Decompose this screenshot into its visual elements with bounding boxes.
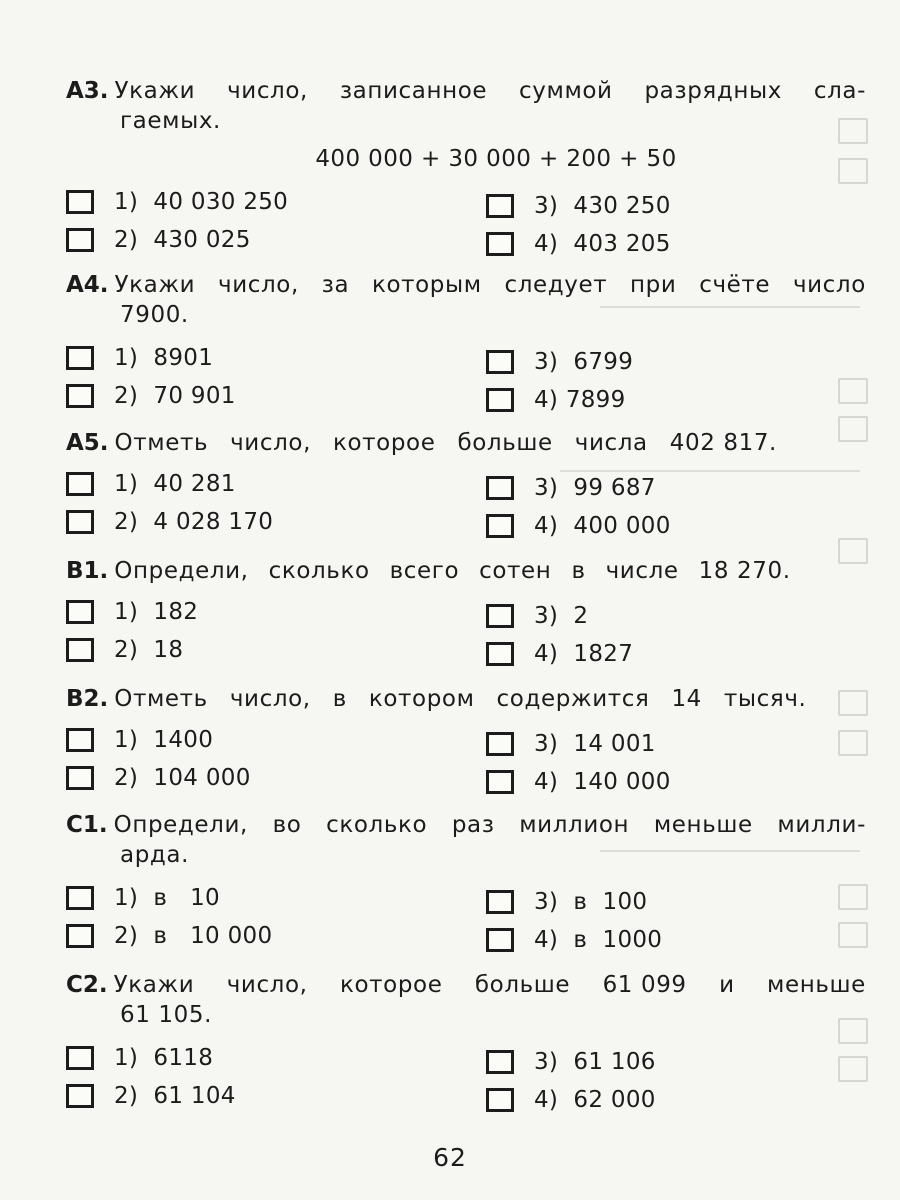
question-word: счёте [699, 272, 771, 298]
page-number: 62 [433, 1143, 467, 1172]
question-word: число [792, 272, 866, 298]
question-line [66, 970, 866, 1000]
checkbox[interactable] [66, 728, 94, 752]
task-a5 [66, 428, 866, 548]
options [66, 342, 866, 422]
option-1[interactable] [66, 468, 236, 500]
option-label: 4) 7899 [534, 387, 626, 413]
question-line [66, 270, 866, 300]
option-2[interactable] [66, 634, 183, 666]
option-2[interactable] [66, 762, 251, 794]
question-word: суммой [519, 78, 613, 104]
question-word: Отметь [114, 430, 209, 456]
question-word: число, [227, 78, 308, 104]
option-1[interactable] [66, 882, 220, 914]
question-word: разрядных [644, 78, 782, 104]
question-word: всего [389, 558, 460, 584]
option-label: 3) 430 250 [534, 193, 671, 219]
question-word: Укажи [114, 78, 196, 104]
task-c1 [66, 810, 866, 962]
question-word: тысяч. [723, 686, 807, 712]
option-label: 3) 6799 [534, 349, 634, 375]
option-label: 1) 182 [114, 599, 199, 625]
checkbox[interactable] [66, 384, 94, 408]
option-label: 1) 8901 [114, 345, 214, 371]
question-word: сколько [268, 558, 370, 584]
question-word: при [630, 272, 677, 298]
option-label: 1) 1400 [114, 727, 214, 753]
option-1[interactable] [66, 1042, 213, 1074]
question-line [66, 684, 866, 714]
question [66, 76, 866, 136]
option-3[interactable] [486, 728, 656, 760]
option-4[interactable] [486, 228, 671, 260]
question-word: за [321, 272, 350, 298]
question-line [66, 556, 866, 586]
checkbox[interactable] [66, 924, 94, 948]
option-2[interactable] [66, 506, 273, 538]
option-label: 3) 99 687 [534, 475, 656, 501]
checkbox[interactable] [66, 886, 94, 910]
question [66, 970, 866, 1030]
options [66, 596, 866, 676]
question-word: больше [457, 430, 553, 456]
option-label: 4) 1827 [534, 641, 634, 667]
option-label: 1) 40 281 [114, 471, 236, 497]
question [66, 556, 866, 586]
option-4[interactable] [486, 384, 626, 416]
checkbox[interactable] [66, 600, 94, 624]
question-word: число, [218, 272, 299, 298]
question-word: Определи, [114, 558, 249, 584]
option-1[interactable] [66, 342, 213, 374]
option-label: 4) 140 000 [534, 769, 671, 795]
task-a3 [66, 76, 866, 266]
checkbox[interactable] [486, 890, 514, 914]
question-word: число, [230, 430, 311, 456]
option-4[interactable] [486, 924, 662, 956]
question-word: 61 099 [602, 972, 687, 998]
question [66, 428, 866, 458]
option-label: 3) 14 001 [534, 731, 656, 757]
option-4[interactable] [486, 1084, 656, 1116]
options [66, 882, 866, 962]
option-label: 2) 4 028 170 [114, 509, 274, 535]
question-line [66, 76, 866, 106]
question-word: сотен [479, 558, 552, 584]
option-3[interactable] [486, 600, 588, 632]
checkbox[interactable] [486, 604, 514, 628]
question-continuation: 7900. [120, 302, 189, 328]
question-word: меньше [767, 972, 866, 998]
checkbox[interactable] [486, 1050, 514, 1074]
question-word: больше [474, 972, 571, 998]
option-label: 3) 2 [534, 603, 589, 629]
option-2[interactable] [66, 380, 236, 412]
options [66, 724, 866, 804]
question-word: которое [339, 972, 443, 998]
question-word: миллион [519, 812, 630, 838]
checkbox[interactable] [66, 190, 94, 214]
checkbox[interactable] [486, 732, 514, 756]
checkbox[interactable] [66, 766, 94, 790]
checkbox[interactable] [66, 228, 94, 252]
option-1[interactable] [66, 186, 288, 218]
question-continuation: арда. [120, 842, 190, 868]
question-word: сколько [326, 812, 428, 838]
option-3[interactable] [486, 1046, 656, 1078]
options [66, 468, 866, 548]
checkbox[interactable] [486, 232, 514, 256]
task-b2 [66, 684, 866, 804]
question-word: число, [226, 972, 308, 998]
question-word: 402 817. [669, 430, 777, 456]
option-label: 4) в 1000 [534, 927, 663, 953]
task-number: C2. [66, 972, 108, 998]
option-label: 3) в 100 [534, 889, 648, 915]
question-word: записанное [339, 78, 488, 104]
checkbox[interactable] [66, 510, 94, 534]
checkbox[interactable] [486, 770, 514, 794]
question-word: и [719, 972, 735, 998]
question-word: содержится [496, 686, 650, 712]
option-4[interactable] [486, 510, 671, 542]
checkbox[interactable] [486, 388, 514, 412]
question-word: число, [229, 686, 311, 712]
option-label: 2) 430 025 [114, 227, 251, 253]
checkbox[interactable] [66, 1084, 94, 1108]
question-line [66, 428, 866, 458]
question-word: котором [368, 686, 475, 712]
task-number: A5. [66, 430, 109, 456]
task-a4 [66, 270, 866, 422]
option-3[interactable] [486, 190, 671, 222]
checkbox[interactable] [486, 642, 514, 666]
checkbox[interactable] [66, 638, 94, 662]
option-label: 1) 6118 [114, 1045, 214, 1071]
question-continuation: гаемых. [120, 108, 221, 134]
question-word: которое [332, 430, 436, 456]
question [66, 270, 866, 330]
option-label: 4) 403 205 [534, 231, 671, 257]
option-3[interactable] [486, 886, 647, 918]
checkbox[interactable] [486, 476, 514, 500]
question-word: 14 [671, 686, 702, 712]
option-label: 1) в 10 [114, 885, 220, 911]
formula: 400 000 + 30 000 + 200 + 50 [315, 146, 677, 172]
option-label: 2) 18 [114, 637, 184, 663]
question [66, 810, 866, 870]
question-word: сла- [813, 78, 866, 104]
option-3[interactable] [486, 346, 633, 378]
checkbox[interactable] [66, 1046, 94, 1070]
options [66, 1042, 866, 1122]
checkbox[interactable] [486, 350, 514, 374]
checkbox[interactable] [66, 472, 94, 496]
question-word: числе [605, 558, 679, 584]
question-word: Укажи [114, 272, 196, 298]
option-2[interactable] [66, 920, 272, 952]
option-label: 2) 104 000 [114, 765, 251, 791]
question-word: числа [574, 430, 648, 456]
task-number: B2. [66, 686, 109, 712]
option-4[interactable] [486, 766, 671, 798]
question-word: Отметь [114, 686, 208, 712]
task-number: A3. [66, 78, 109, 104]
option-label: 4) 400 000 [534, 513, 671, 539]
option-label: 2) 70 901 [114, 383, 236, 409]
task-number: A4. [66, 272, 109, 298]
question-line [66, 810, 866, 840]
task-b1 [66, 556, 866, 676]
question-word: меньше [653, 812, 753, 838]
option-label: 2) 61 104 [114, 1083, 236, 1109]
option-1[interactable] [66, 596, 198, 628]
question-word: следует [504, 272, 608, 298]
task-number: C1. [66, 812, 108, 838]
option-label: 2) в 10 000 [114, 923, 273, 949]
question-word: Определи, [113, 812, 248, 838]
task-c2 [66, 970, 866, 1122]
option-4[interactable] [486, 638, 633, 670]
question-word: милли- [777, 812, 866, 838]
question-word: Укажи [113, 972, 195, 998]
question [66, 684, 866, 714]
checkbox[interactable] [66, 346, 94, 370]
question-word: 18 270. [698, 558, 791, 584]
question-word: во [272, 812, 302, 838]
question-continuation: 61 105. [120, 1002, 212, 1028]
checkbox[interactable] [486, 514, 514, 538]
question-word: в [571, 558, 586, 584]
question-word: раз [451, 812, 495, 838]
checkbox[interactable] [486, 928, 514, 952]
option-label: 3) 61 106 [534, 1049, 656, 1075]
task-number: B1. [66, 558, 109, 584]
option-2[interactable] [66, 1080, 236, 1112]
question-word: в [332, 686, 347, 712]
options [66, 186, 866, 266]
checkbox[interactable] [486, 1088, 514, 1112]
option-1[interactable] [66, 724, 213, 756]
option-label: 4) 62 000 [534, 1087, 656, 1113]
question-word: которым [371, 272, 482, 298]
checkbox[interactable] [486, 194, 514, 218]
option-label: 1) 40 030 250 [114, 189, 289, 215]
option-2[interactable] [66, 224, 251, 256]
option-3[interactable] [486, 472, 656, 504]
